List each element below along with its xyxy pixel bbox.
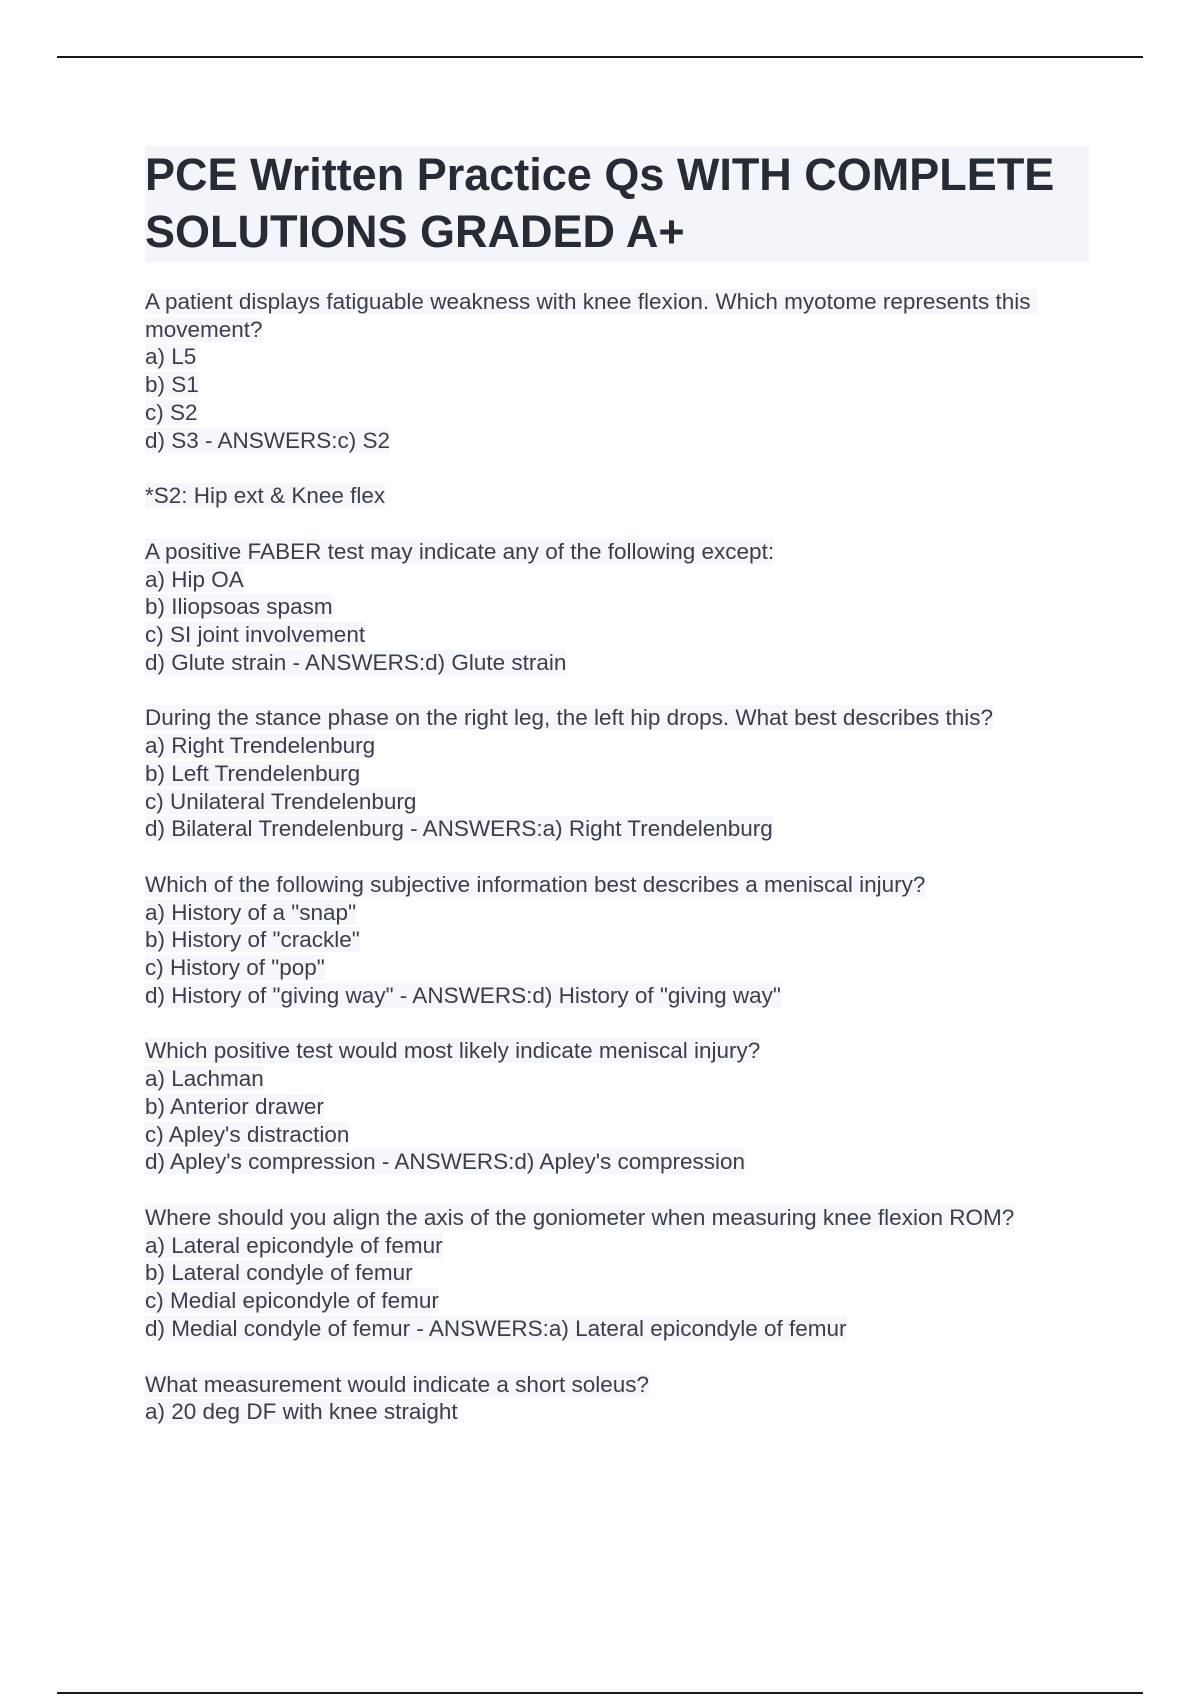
question-text: Which of the following subjective information best describes a meniscal injury? <box>145 871 926 897</box>
question-block <box>145 538 1090 677</box>
explanation-note <box>145 482 1090 510</box>
answer-option: b) Anterior drawer <box>145 1093 324 1119</box>
answer-option-with-solution: d) History of "giving way" - ANSWERS:d) History of "giving way" <box>145 982 781 1008</box>
answer-option: c) History of "pop" <box>145 955 325 981</box>
title-block <box>145 146 1089 262</box>
answer-option: c) S2 <box>145 399 198 425</box>
answer-option-with-solution: d) Medial condyle of femur - ANSWERS:a) Lateral epicondyle of femur <box>145 1315 847 1341</box>
question-block <box>145 704 1090 843</box>
answer-option: b) S1 <box>145 372 199 398</box>
header-rule <box>57 56 1143 58</box>
question-block <box>145 871 1090 1010</box>
question-text: Which positive test would most likely indicate meniscal injury? <box>145 1038 761 1064</box>
answer-option: b) Iliopsoas spasm <box>145 594 333 620</box>
answer-option-with-solution: d) Apley's compression - ANSWERS:d) Apley's compression <box>145 1149 746 1175</box>
answer-option: c) Medial epicondyle of femur <box>145 1288 439 1314</box>
question-text: A patient displays fatiguable weakness with knee flexion. Which myotome represents this movement? <box>145 289 1037 342</box>
answer-option: a) Hip OA <box>145 566 244 592</box>
footer-rule <box>57 1692 1143 1694</box>
answer-option: a) Lachman <box>145 1066 264 1092</box>
question-text: A positive FABER test may indicate any of the following except: <box>145 538 775 564</box>
document-title: PCE Written Practice Qs WITH COMPLETE SOLUTIONS GRADED A+ <box>145 149 1055 257</box>
document-body <box>145 146 1090 1454</box>
answer-option: a) Right Trendelenburg <box>145 733 376 759</box>
answer-option: c) Unilateral Trendelenburg <box>145 788 417 814</box>
question-block <box>145 288 1090 454</box>
question-text: Where should you align the axis of the goniometer when measuring knee flexion ROM? <box>145 1204 1015 1230</box>
answer-option: c) SI joint involvement <box>145 622 366 648</box>
answer-option: a) History of a "snap" <box>145 899 357 925</box>
question-block <box>145 1037 1090 1176</box>
question-block <box>145 1204 1090 1343</box>
answer-option: b) History of "crackle" <box>145 927 360 953</box>
explanation-text: *S2: Hip ext & Knee flex <box>145 483 386 509</box>
answer-option: a) 20 deg DF with knee straight <box>145 1399 458 1425</box>
question-text: What measurement would indicate a short soleus? <box>145 1371 650 1397</box>
answer-option: a) Lateral epicondyle of femur <box>145 1232 443 1258</box>
question-block <box>145 1371 1090 1426</box>
answer-option: c) Apley's distraction <box>145 1121 350 1147</box>
answer-option-with-solution: d) Glute strain - ANSWERS:d) Glute strain <box>145 649 567 675</box>
answer-option: b) Lateral condyle of femur <box>145 1260 413 1286</box>
answer-option: b) Left Trendelenburg <box>145 760 361 786</box>
answer-option-with-solution: d) S3 - ANSWERS:c) S2 <box>145 427 391 453</box>
answer-option-with-solution: d) Bilateral Trendelenburg - ANSWERS:a) Right Trendelenburg <box>145 816 773 842</box>
question-text: During the stance phase on the right leg, the left hip drops. What best describes this? <box>145 705 993 731</box>
answer-option: a) L5 <box>145 344 197 370</box>
